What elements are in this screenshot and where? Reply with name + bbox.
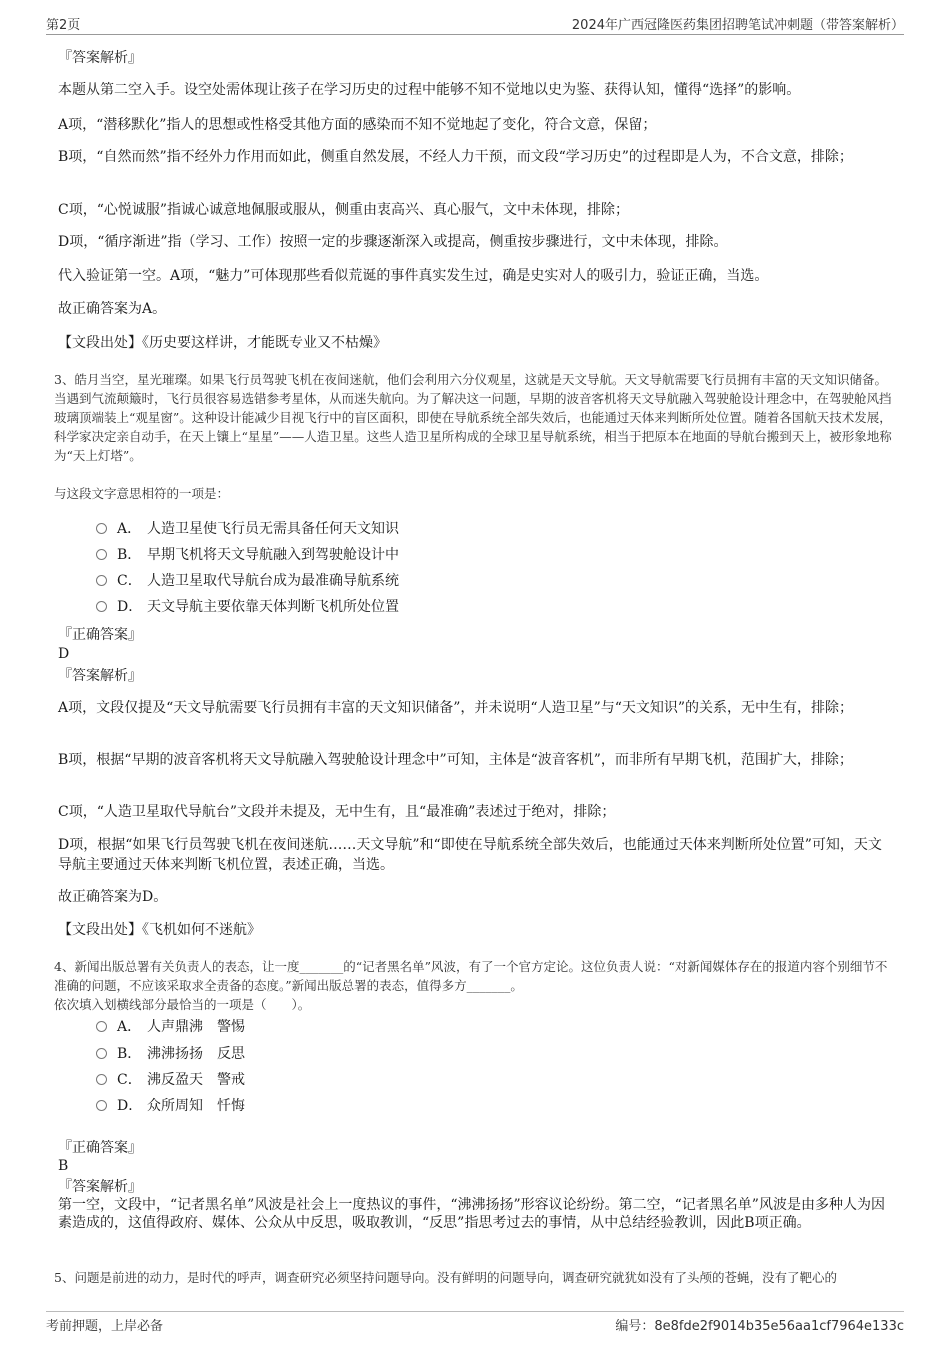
q3-analysis-line: D项，根据“如果飞行员驾驶飞机在夜间迷航……天文导航”和“即使在导航系统全部失效后，也能通过天体来判断所处位置”可知，天文导航主要通过天体来判断飞机位置，表述正确，当选。: [58, 837, 882, 873]
footer-slogan: 考前押题，上岸必备: [46, 1319, 164, 1334]
q3-analysis-line: A项，文段仅提及“天文导航需要飞行员拥有丰富的天文知识储备”，并未说明“人造卫星”与“天文知识”的关系，无中生有，排除；: [58, 700, 854, 716]
q4-answer-label: 『正确答案』: [58, 1140, 142, 1156]
q2-analysis-line: A项，“潜移默化”指人的思想或性格受其他方面的感染而不知不觉地起了变化，符合文意，保留；: [58, 117, 657, 133]
q3-source: 【文段出处】《飞机如何不迷航》: [58, 922, 261, 938]
radio-icon[interactable]: [96, 1074, 107, 1085]
q4-option-b[interactable]: B． 沸沸扬扬 反思: [96, 1044, 245, 1064]
q2-analysis-line: 故正确答案为A。: [58, 301, 167, 317]
q3-analysis-line: 故正确答案为D。: [58, 889, 168, 905]
q3-analysis-line: B项，根据“早期的波音客机将天文导航融入驾驶舱设计理念中”可知，主体是“波音客机”，而非所有早期飞机，范围扩大，排除；: [58, 752, 853, 768]
q4-analysis: 第一空，文段中，“记者黑名单”风波是社会上一度热议的事件，“沸沸扬扬”形容议论纷纷。第二空，“记者黑名单”风波是由多种人为因素造成的，这值得政府、媒体、公众从中反思，吸取教训，“反思”指思考过去的事情，从中总结经验教训，因此B项正确。: [58, 1197, 885, 1231]
page-header: [46, 12, 904, 35]
q2-analysis-line: C项，“心悦诚服”指诚心诚意地佩服或服从，侧重由衷高兴、真心服气，文中未体现，排除；: [58, 202, 630, 218]
q3-option-c[interactable]: C． 人造卫星取代导航台成为最准确导航系统: [96, 571, 399, 591]
radio-icon[interactable]: [96, 1021, 107, 1032]
radio-icon[interactable]: [96, 575, 107, 586]
page-footer: [46, 1311, 904, 1334]
q2-analysis-line: 本题从第二空入手。设空处需体现让孩子在学习历史的过程中能够不知不觉地以史为鉴、获得认知，懂得“选择”的影响。: [58, 82, 801, 98]
q4-option-a[interactable]: A． 人声鼎沸 警惕: [96, 1017, 245, 1037]
radio-icon[interactable]: [96, 601, 107, 612]
q3-answer-label: 『正确答案』: [58, 627, 142, 643]
q4-option-d[interactable]: D． 众所周知 忏悔: [96, 1096, 245, 1116]
q3-analysis-line: C项，“人造卫星取代导航台”文段并未提及，无中生有，且“最准确”表述过于绝对，排除；: [58, 804, 616, 820]
radio-icon[interactable]: [96, 549, 107, 560]
document-code: 编号：8e8fde2f9014b35e56aa1cf7964e133c: [615, 1319, 904, 1334]
q3-stem: 3、皓月当空，星光璀璨。如果飞行员驾驶飞机在夜间迷航，他们会利用六分仪观星，这就是天文导航。天文导航需要飞行员拥有丰富的天文知识储备。当遇到气流颠簸时，飞行员很容易选错参考星体，从而迷失航向。为了解决这一问题，早期的波音客机将天文导航融入驾驶舱设计理念中，在驾驶舱风挡玻璃顶端装上“观星窗”。这种设计能减少目视飞行中的盲区面积，即使在导航系统全部失效后，也能通过天体来判断所处位置。随着各国航天技术发展，科学家决定亲自动手，在天上镶上“星星”——人造卫星。这些人造卫星所构成的全球卫星导航系统，相当于把原本在地面的导航台搬到天上，被形象地称为“天上灯塔”。: [54, 372, 892, 463]
q3-option-d[interactable]: D． 天文导航主要依靠天体判断飞机所处位置: [96, 597, 399, 617]
q4-analysis-label: 『答案解析』: [58, 1179, 142, 1195]
q4-prompt: 依次填入划横线部分最恰当的一项是（ ）。: [54, 997, 311, 1012]
q3-option-a[interactable]: A． 人造卫星使飞行员无需具备任何天文知识: [96, 519, 399, 539]
q2-analysis-label: 『答案解析』: [58, 50, 142, 66]
q2-analysis-line: B项，“自然而然”指不经外力作用而如此，侧重自然发展，不经人力干预，而文段“学习历史”的过程即是人为，不合文意，排除；: [58, 149, 853, 165]
radio-icon[interactable]: [96, 1048, 107, 1059]
q3-analysis-label: 『答案解析』: [58, 668, 142, 684]
q3-prompt: 与这段文字意思相符的一项是：: [54, 486, 230, 501]
q2-analysis-line: 代入验证第一空。A项，“魅力”可体现那些看似荒诞的事件真实发生过，确是史实对人的吸引力，验证正确，当选。: [58, 268, 769, 284]
q4-answer: B: [58, 1158, 69, 1174]
radio-icon[interactable]: [96, 1100, 107, 1111]
q3-answer: D: [58, 646, 70, 662]
q4-stem: 4、新闻出版总署有关负责人的表态，让一度_______的“记者黑名单”风波，有了一个官方定论。这位负责人说：“对新闻媒体存在的报道内容个别细节不准确的问题，不应该采取求全责备的态度。”新闻出版总署的表态，值得多方_______。: [54, 959, 888, 993]
q2-source: 【文段出处】《历史要这样讲，才能既专业又不枯燥》: [58, 335, 387, 351]
q5-stem: 5、问题是前进的动力，是时代的呼声，调查研究必须坚持问题导向。没有鲜明的问题导向，调查研究就犹如没有了头颅的苍蝇，没有了靶心的: [54, 1270, 837, 1285]
page-number: 第2页: [46, 18, 81, 33]
q3-option-b[interactable]: B． 早期飞机将天文导航融入到驾驶舱设计中: [96, 545, 399, 565]
q4-option-c[interactable]: C． 沸反盈天 警戒: [96, 1070, 245, 1090]
q2-analysis-line: D项，“循序渐进”指（学习、工作）按照一定的步骤逐渐深入或提高，侧重按步骤进行，文中未体现，排除。: [58, 234, 728, 250]
document-title: 2024年广西冠隆医药集团招聘笔试冲刺题（带答案解析）: [571, 18, 904, 33]
radio-icon[interactable]: [96, 523, 107, 534]
